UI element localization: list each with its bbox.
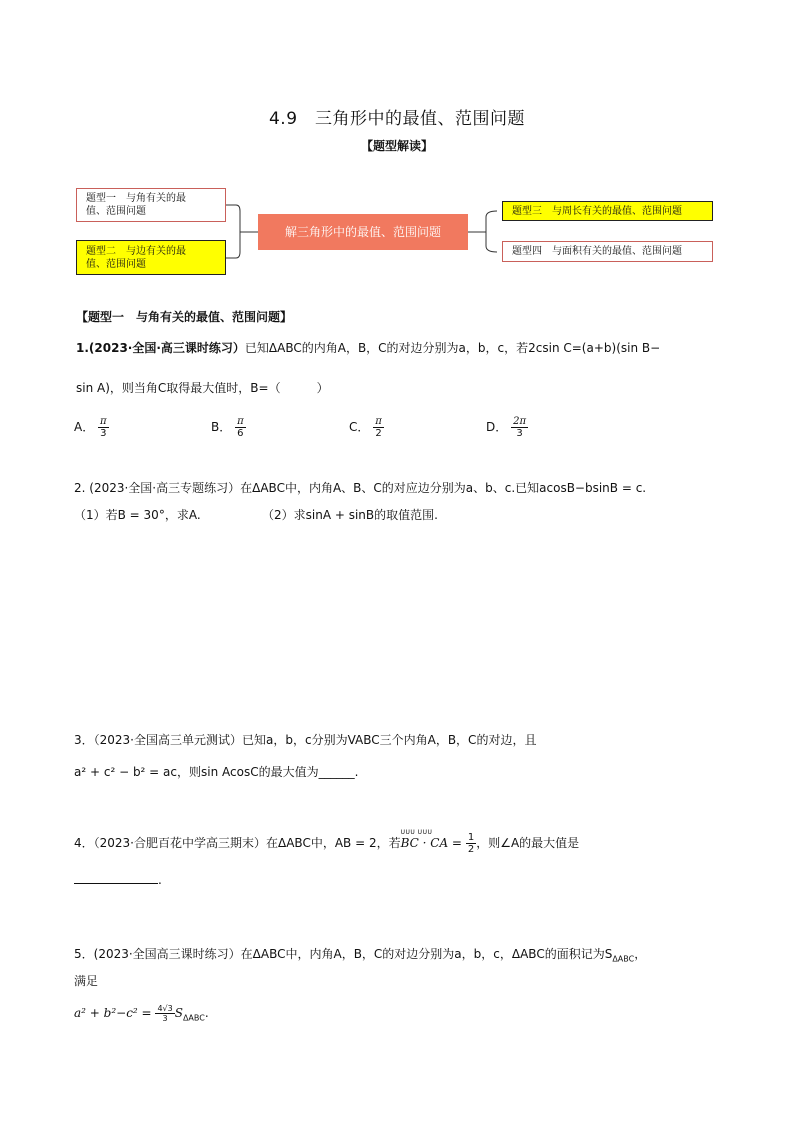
mindmap-type3: 题型三 与周长有关的最值、范围问题 [502,201,713,221]
q3-text-line1: 已知a，b，c分别为VABC三个内角A，B，C的对边，且 [242,733,537,747]
q5-frac [155,1004,174,1023]
mindmap-type1 [76,188,226,222]
q4-text-pre: 在ΔABC中，AB = 2，若 [266,836,401,850]
mindmap-type1-line1: 题型一 与角有关的最 [86,193,186,204]
q4-frac-num: 1 [467,832,475,843]
q1-option-b-num: π [237,416,244,427]
q2-part1: （1）若B = 30°，求A. [74,508,201,522]
q5-line1-end: ， [634,947,647,961]
q4-answer-blank [74,871,158,884]
q1-option-a [74,416,109,439]
q4-line1 [74,830,579,855]
mindmap-type2-line1: 题型二 与边有关的最 [86,245,186,257]
q1-option-c-frac [373,416,384,439]
q1-source: 1.(2023·全国·高三课时练习） [76,341,245,355]
page-title: 4.9 三角形中的最值、范围问题 [268,109,526,129]
q4-text-post: ，则∠A的最大值是 [476,836,580,850]
q4-line2-end: . [158,873,162,887]
page-subtitle: 【题型解读】 [360,139,433,153]
q4-vector-marks: UUU UUU [400,829,433,836]
q1-option-d-frac [511,416,528,439]
q1-option-c [349,416,384,439]
q5-line3-pre: a² + b²−c² = [74,1006,152,1020]
q2-line1 [74,479,646,497]
q5-text-line2: 满足 [74,974,99,988]
q4-source: 4．（2023·合肥百花中学高三期末） [74,836,266,850]
q4-frac [466,832,476,855]
q5-sub2: ΔABC [182,1013,205,1023]
q4-frac-den: 2 [467,844,475,855]
q2-source: 2. (2023·全国·高三专题练习） [74,481,241,495]
q1-option-d [486,416,528,439]
q2-text-line1: 在ΔABC中，内角A、B、C的对应边分别为a、b、c.已知acosB−bsinB = c. [240,481,647,495]
q5-frac-den: 3 [162,1014,168,1023]
q5-frac-num: 4√3 [157,1004,173,1013]
q1-option-b-frac [235,416,246,439]
q5-line3-end: . [204,1006,209,1020]
q4-vector-expr [401,830,462,852]
mindmap-type1-line2: 值、范围问题 [86,206,146,217]
q1-text-line2: sin A)，则当角C取得最大值时，B=（ ） [76,381,329,395]
q1-option-c-den: 2 [375,428,382,439]
q1-option-d-label: D． [486,420,508,434]
q1-option-a-frac [98,416,109,439]
q2-part2: （2）求sinA + sinB的取值范围. [262,508,438,522]
mindmap-center: 解三角形中的最值、范围问题 [258,214,468,250]
mindmap-type2-line2: 值、范围问题 [86,258,146,270]
q3-text-line2: a² + c² − b² = ac，则sin AcosC的最大值为______. [74,765,359,779]
q5-source: 5．(2023·全国高三课时练习） [74,947,241,961]
q1-option-b [211,416,246,439]
q1-option-b-den: 6 [237,428,244,439]
q1-line1 [76,339,660,357]
q4-vector-text: BC · CA = [400,836,462,850]
mindmap-type2 [76,240,226,275]
q3-source: 3．（2023·全国高三单元测试） [74,733,242,747]
q1-text-line1: 已知ΔABC的内角A，B，C的对边分别为a，b，c，若2csin C=(a+b)(sin B− [244,341,661,355]
q4-line2 [74,871,162,889]
q1-option-c-label: C． [349,420,370,434]
q5-sub1: ΔABC [612,954,635,964]
q1-option-c-num: π [375,416,382,427]
q1-option-a-den: 3 [100,428,107,439]
q1-option-d-den: 3 [516,428,523,439]
q3-line1 [74,731,536,749]
q1-option-b-label: B． [211,420,232,434]
q5-line1 [74,945,646,968]
q1-option-d-num: 2π [513,416,527,427]
mindmap-type4: 题型四 与面积有关的最值、范围问题 [502,241,713,262]
q5-text-line1: 在ΔABC中，内角A，B，C的对边分别为a，b，c，ΔABC的面积记为S [240,947,613,961]
q5-line3-s: S [174,1006,183,1020]
q1-option-a-label: A． [74,420,95,434]
section-heading: 【题型一 与角有关的最值、范围问题】 [76,310,293,324]
q5-line3 [74,1004,209,1027]
q1-option-a-num: π [100,416,107,427]
